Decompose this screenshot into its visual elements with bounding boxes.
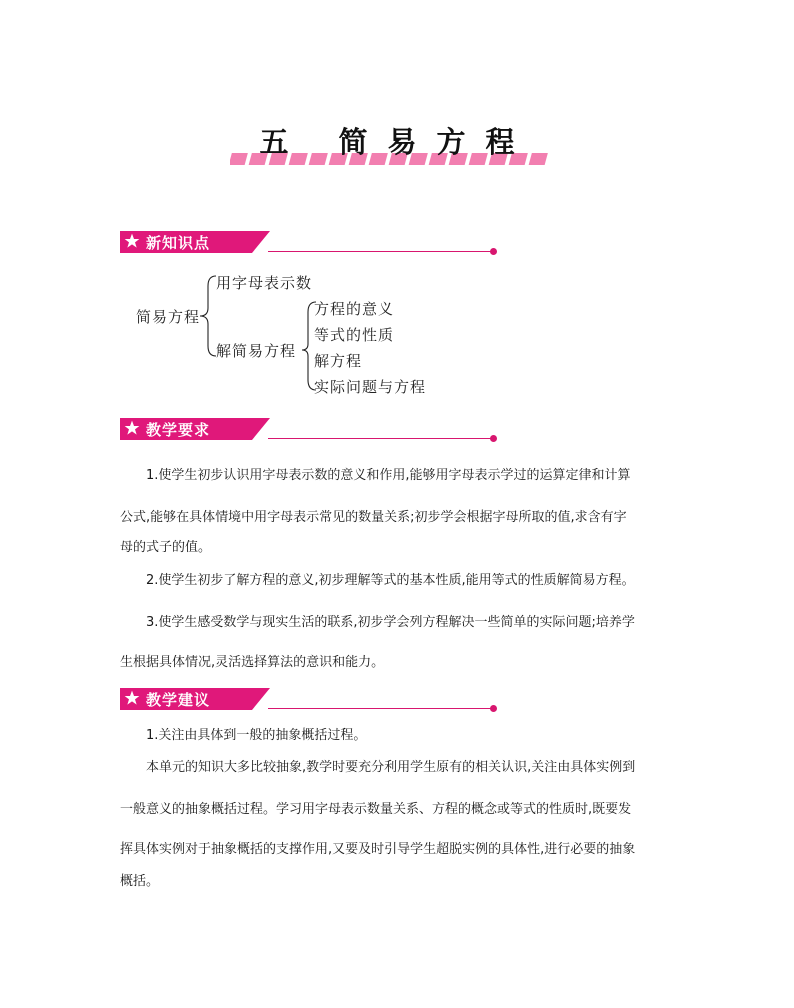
suggestion-1-body-line-3: 挥具体实例对于抽象概括的支撑作用,又要及时引导学生超脱实例的具体性,进行必要的抽象 [120, 842, 636, 857]
suggestion-1-body-line-2: 一般意义的抽象概括过程。学习用字母表示数量关系、方程的概念或等式的性质时,既要发 [120, 802, 632, 817]
star-icon [124, 690, 140, 706]
section-divider-dot [490, 705, 497, 712]
tree-sub-item: 等式的性质 [314, 326, 395, 344]
suggestion-1-title: 1.关注由具体到一般的抽象概括过程。 [146, 728, 367, 743]
section-title: 教学要求 [146, 421, 211, 439]
section-header-suggestions [120, 688, 380, 710]
section-divider-dot [490, 435, 497, 442]
tree-sub-item: 解方程 [314, 352, 363, 370]
requirement-3-line-1: 3.使学生感受数学与现实生活的联系,初步学会列方程解决一些简单的实际问题;培养学 [146, 615, 635, 630]
requirement-1-line-1: 1.使学生初步认识用字母表示数的意义和作用,能够用字母表示学过的运算定律和计算 [146, 468, 631, 483]
section-title: 新知识点 [146, 234, 211, 252]
requirement-1-line-2: 公式,能够在具体情境中用字母表示常见的数量关系;初步学会根据字母所取的值,求含有字 [120, 510, 627, 525]
section-title: 教学建议 [146, 691, 211, 709]
requirement-1-line-3: 母的式子的值。 [120, 540, 212, 555]
section-divider [268, 708, 492, 709]
requirement-2: 2.使学生初步了解方程的意义,初步理解等式的基本性质,能用等式的性质解简易方程。 [146, 573, 635, 588]
tree-sub-item: 实际问题与方程 [314, 378, 427, 396]
tree-sub-item: 方程的意义 [314, 300, 395, 318]
requirement-3-line-2: 生根据具体情况,灵活选择算法的意识和能力。 [120, 655, 385, 670]
star-icon [124, 420, 140, 436]
tree-branch-equations: 解简易方程 [216, 342, 297, 360]
section-header-requirements [120, 418, 380, 440]
section-divider [268, 438, 492, 439]
chapter-title: 五 简易方程 [259, 125, 535, 159]
suggestion-1-body-line-1: 本单元的知识大多比较抽象,教学时要充分利用学生原有的相关认识,关注由具体实例到 [146, 760, 636, 775]
suggestion-1-body-line-4: 概括。 [120, 874, 160, 889]
tree-root: 简易方程 [136, 308, 201, 326]
tree-branch-letters: 用字母表示数 [216, 274, 313, 292]
